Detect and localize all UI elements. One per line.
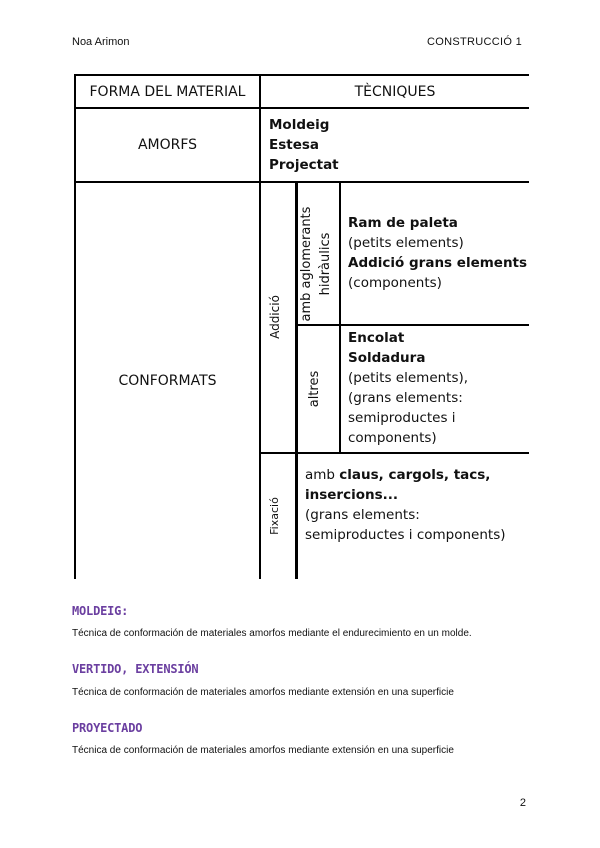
altres-line4: (grans elements: [348, 390, 463, 406]
aglomerants-line3: Addició grans elements [348, 255, 528, 271]
technique-moldeig: Moldeig [269, 117, 330, 133]
label-fixacio: Fixació [268, 497, 281, 535]
row-label-amorfs: AMORFS [137, 137, 198, 153]
col-header-material: FORMA DEL MATERIAL [89, 83, 246, 100]
fixacio-line1-bold: claus, cargols, tacs, [339, 467, 491, 483]
aglomerants-line1: Ram de paleta [348, 215, 458, 231]
header-author: Noa Arimon [72, 36, 130, 48]
label-addicio: Addició [268, 295, 282, 339]
col-header-tecniques: TÈCNIQUES [354, 83, 436, 100]
label-altres: altres [307, 370, 322, 408]
technique-projectat: Projectat [269, 157, 339, 173]
definition-text-proyectado: Técnica de conformación de materiales amorfos mediante extensión en una superficie [72, 745, 454, 756]
altres-line3: (petits elements), [348, 370, 469, 386]
row-label-conformats: CONFORMATS [118, 373, 217, 389]
addicio-bottom-rule [260, 452, 529, 454]
aglomerants-line2: (petits elements) [348, 235, 464, 251]
definition-title-vertido: VERTIDO, EXTENSIÓN [72, 662, 199, 676]
definition-title-moldeig: MOLDEIG: [72, 604, 129, 618]
fixacio-line1-prefix: amb [305, 467, 340, 483]
header-course: CONSTRUCCIÓ 1 [427, 36, 522, 48]
definition-text-moldeig: Técnica de conformación de materiales amorfos mediante el endurecimiento en un molde. [72, 628, 472, 639]
fixacio-line2: insercions... [305, 487, 399, 503]
altres-line5: semiproductes i [348, 410, 456, 426]
technique-estesa: Estesa [269, 137, 320, 153]
techniques-table [74, 74, 529, 579]
amorfs-techniques [269, 115, 524, 175]
fixacio-line4: semiproductes i components) [305, 527, 506, 543]
page-number: 2 [519, 797, 526, 809]
definition-title-proyectado: PROYECTADO [72, 721, 143, 735]
definition-text-vertido: Técnica de conformación de materiales amorfos mediante extensión en una superficie [72, 687, 454, 698]
altres-content [348, 328, 528, 448]
altres-line6: components) [348, 430, 437, 446]
sub-sub-col-divider [339, 182, 341, 453]
col-divider [259, 74, 261, 579]
fixacio-line1 [305, 465, 529, 485]
aglomerants-line4: (components) [348, 275, 442, 291]
fixacio-content [305, 465, 529, 545]
label-aglomerants [297, 194, 339, 334]
label-aglomerants-line2: hidràulics [318, 232, 333, 296]
aglomerants-content [348, 213, 528, 293]
altres-line1: Encolat [348, 330, 405, 346]
label-aglomerants-line1: amb aglomerants [299, 206, 314, 322]
altres-line2: Soldadura [348, 350, 426, 366]
fixacio-line3: (grans elements: [305, 507, 420, 523]
